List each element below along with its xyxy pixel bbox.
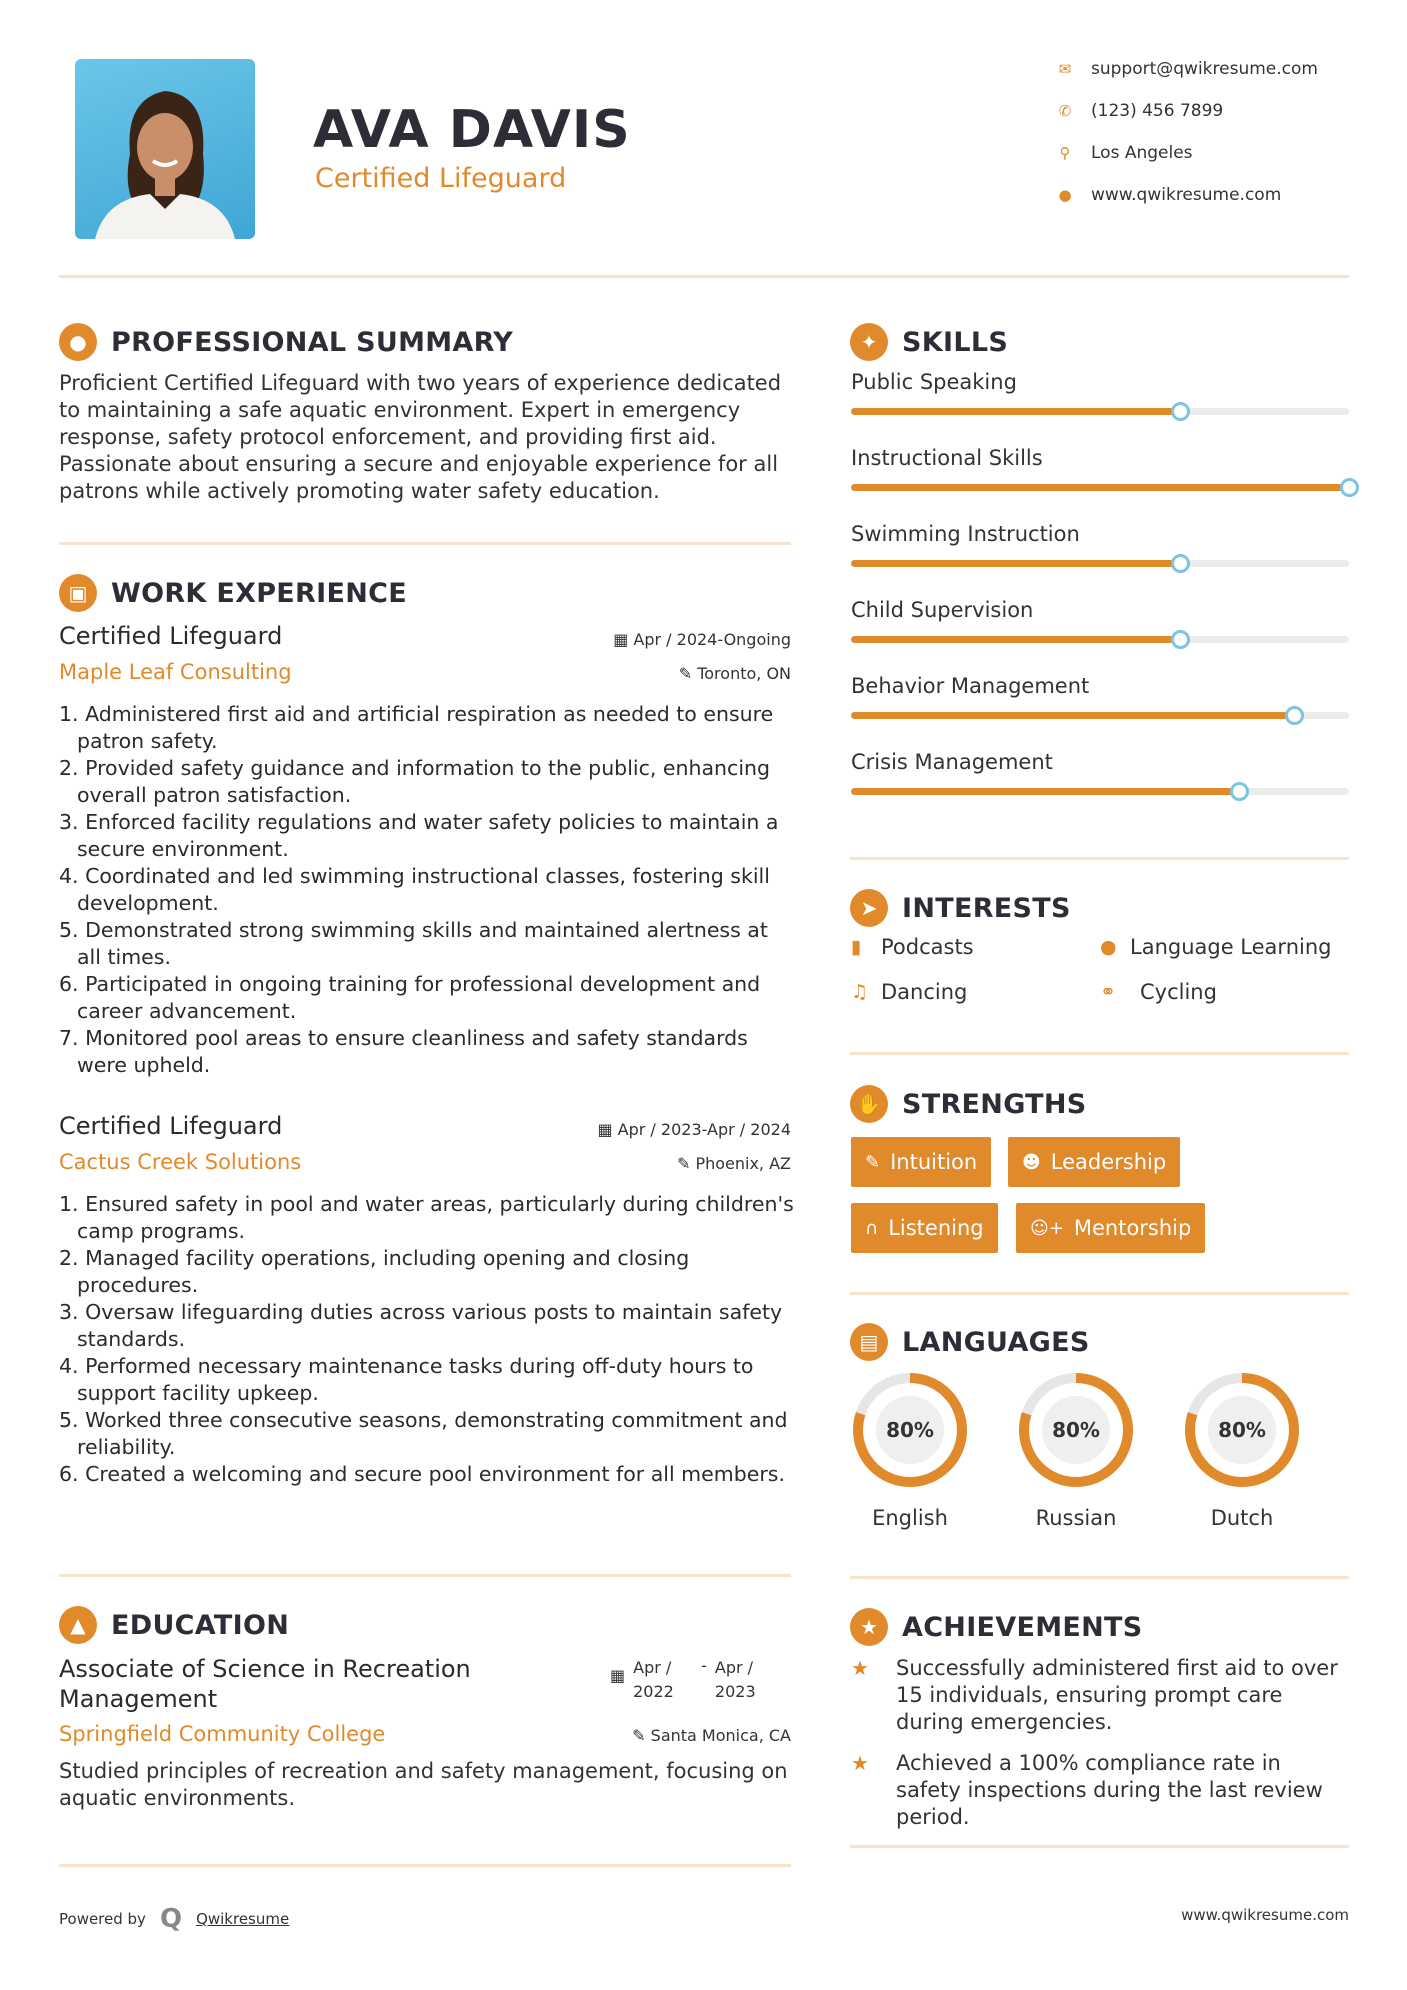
skill-bar-fill xyxy=(851,560,1180,567)
headphones-icon: ∩ xyxy=(865,1217,879,1239)
contact-email-text: support@qwikresume.com xyxy=(1091,59,1318,79)
strength-label: Mentorship xyxy=(1073,1216,1192,1240)
skill-bar xyxy=(851,636,1349,643)
interests-heading xyxy=(850,888,1071,928)
pin-icon: ✎ xyxy=(632,1726,651,1745)
language-item xyxy=(1182,1370,1302,1530)
job-2-duties xyxy=(59,1191,794,1488)
section-divider xyxy=(59,542,791,545)
achievement-text: Achieved a 100% compliance rate in safety inspections during the last review period. xyxy=(896,1751,1323,1829)
user-icon: ● xyxy=(59,323,97,361)
bicycle-icon: ⚭ xyxy=(1100,981,1116,1003)
skill-bar-knob xyxy=(1171,402,1190,421)
calendar-icon: ▦ xyxy=(610,1666,626,1685)
strengths-heading xyxy=(850,1084,1087,1124)
list-item: 4. Performed necessary maintenance tasks during off-duty hours to support facility upkeep. xyxy=(59,1354,754,1405)
achievement-item xyxy=(851,1750,1351,1831)
skill-label: Public Speaking xyxy=(851,370,1017,394)
education-location xyxy=(560,1726,791,1745)
education-degree: Associate of Science in Recreation Management xyxy=(59,1655,471,1713)
list-item: 6. Participated in ongoing training for professional development and career advancement. xyxy=(59,972,761,1023)
star-icon: ★ xyxy=(850,1608,888,1646)
achievements-heading xyxy=(850,1607,1143,1647)
list-item: 3. Oversaw lifeguarding duties across various posts to maintain safety standards. xyxy=(59,1300,783,1351)
skills-heading xyxy=(850,322,1008,362)
music-note-icon: ♫ xyxy=(851,981,869,1003)
education-date-separator: - xyxy=(701,1656,707,1675)
experience-title: WORK EXPERIENCE xyxy=(111,577,407,609)
interest-language-learning xyxy=(1100,935,1331,959)
language-item xyxy=(850,1370,970,1530)
skills-list xyxy=(851,370,1349,826)
profile-photo xyxy=(75,59,255,239)
skill-bar xyxy=(851,560,1349,567)
skill-label: Instructional Skills xyxy=(851,446,1043,470)
list-item: 1. Administered first aid and artificial respiration as needed to ensure patron safety. xyxy=(59,702,774,753)
section-divider xyxy=(59,1864,791,1867)
contact-website-text: www.qwikresume.com xyxy=(1091,185,1282,205)
language-donut xyxy=(850,1370,970,1490)
list-item: 2. Managed facility operations, including opening and closing procedures. xyxy=(59,1246,690,1297)
job-1-location xyxy=(560,664,791,683)
education-location-text: Santa Monica, CA xyxy=(650,1726,791,1745)
section-divider xyxy=(850,1292,1349,1295)
section-divider xyxy=(850,1052,1349,1055)
star-icon: ★ xyxy=(851,1656,869,1680)
interest-label: Podcasts xyxy=(881,935,974,959)
skill-bar-knob xyxy=(1285,706,1304,725)
skill-bar-knob xyxy=(1340,478,1359,497)
skill-bar-knob xyxy=(1171,630,1190,649)
footer-powered xyxy=(59,1904,289,1934)
summary-title: PROFESSIONAL SUMMARY xyxy=(111,326,514,358)
microphone-icon: ▮ xyxy=(851,936,862,958)
contact-phone-text: (123) 456 7899 xyxy=(1091,101,1224,121)
language-donut xyxy=(1182,1370,1302,1490)
skill-item xyxy=(851,446,1349,522)
list-item: 5. Demonstrated strong swimming skills and maintained alertness at all times. xyxy=(59,918,768,969)
achievement-text: Successfully administered first aid to over 15 individuals, ensuring prompt care during emergencies. xyxy=(896,1656,1338,1734)
skill-bar-knob xyxy=(1230,782,1249,801)
section-divider xyxy=(850,857,1349,860)
language-percent: 80% xyxy=(886,1418,934,1442)
skill-bar xyxy=(851,712,1349,719)
contact-website[interactable] xyxy=(1055,183,1281,207)
achievements-title: ACHIEVEMENTS xyxy=(902,1611,1143,1643)
phone-icon: ✆ xyxy=(1058,102,1072,120)
qwikresume-logo-icon: Q xyxy=(159,1904,183,1934)
job-1-location-text: Toronto, ON xyxy=(697,664,791,683)
footer-url[interactable]: www.qwikresume.com xyxy=(1181,1906,1349,1924)
language-label: Dutch xyxy=(1210,1506,1274,1530)
strengths-title: STRENGTHS xyxy=(902,1088,1087,1120)
skills-title: SKILLS xyxy=(902,326,1009,358)
users-icon: ☻ xyxy=(1022,1151,1041,1173)
summary-heading xyxy=(59,322,513,362)
briefcase-icon: ▣ xyxy=(59,574,97,612)
job-2-company: Cactus Creek Solutions xyxy=(59,1150,302,1174)
education-description: Studied principles of recreation and safety management, focusing on aquatic environments. xyxy=(59,1759,788,1810)
list-item: 5. Worked three consecutive seasons, demonstrating commitment and reliability. xyxy=(59,1408,788,1459)
language-donut xyxy=(1016,1370,1136,1490)
strength-listening xyxy=(851,1203,998,1253)
language-label: English xyxy=(872,1506,948,1530)
powered-by-text: Powered by xyxy=(59,1910,146,1928)
summary-text: Proficient Certified Lifeguard with two years of experience dedicated to maintaining a safe aquatic environment. Expert in emergency response, safety protocol enforcement, and providing first aid. Passionate about ensuring a secure and enjoyable experience for all patrons while actively promoting water safety education. xyxy=(59,371,782,503)
contact-location xyxy=(1055,141,1193,165)
list-item: 3. Enforced facility regulations and water safety policies to maintain a secure environment. xyxy=(59,810,779,861)
language-percent: 80% xyxy=(1052,1418,1100,1442)
skill-item xyxy=(851,522,1349,598)
skill-bar-fill xyxy=(851,636,1180,643)
contact-location-text: Los Angeles xyxy=(1091,143,1193,163)
pin-icon: ✎ xyxy=(676,1154,696,1173)
job-1-date xyxy=(560,630,791,649)
skill-bar-fill xyxy=(851,712,1294,719)
id-card-icon: ▤ xyxy=(850,1323,888,1361)
language-percent: 80% xyxy=(1218,1418,1266,1442)
pin-icon: ✎ xyxy=(678,664,698,683)
paper-plane-icon: ➤ xyxy=(850,889,888,927)
languages-list xyxy=(850,1370,1350,1540)
education-title: EDUCATION xyxy=(111,1609,290,1641)
envelope-icon: ✉ xyxy=(1058,60,1072,78)
education-date xyxy=(610,1656,775,1704)
skill-label: Crisis Management xyxy=(851,750,1053,774)
skill-bar-fill xyxy=(851,484,1349,491)
interests-title: INTERESTS xyxy=(902,892,1071,924)
globe-icon: ● xyxy=(1058,186,1072,204)
calendar-icon: ▦ xyxy=(597,1120,618,1139)
languages-title: LANGUAGES xyxy=(902,1326,1090,1358)
education-school: Springfield Community College xyxy=(59,1722,386,1746)
hand-icon: ✋ xyxy=(850,1085,888,1123)
list-item: 4. Coordinated and led swimming instructional classes, fostering skill development. xyxy=(59,864,770,915)
skill-label: Swimming Instruction xyxy=(851,522,1080,546)
job-1-date-text: Apr / 2024-Ongoing xyxy=(633,630,791,649)
skill-item xyxy=(851,674,1349,750)
skill-item xyxy=(851,598,1349,674)
contact-phone[interactable] xyxy=(1055,99,1223,123)
list-item: 7. Monitored pool areas to ensure cleanliness and safety standards were upheld. xyxy=(59,1026,748,1077)
languages-heading xyxy=(850,1322,1090,1362)
skill-bar-fill xyxy=(851,408,1180,415)
strength-label: Leadership xyxy=(1050,1150,1167,1174)
language-label: Russian xyxy=(1035,1506,1117,1530)
education-date-end: Apr / 2023 xyxy=(714,1658,756,1701)
achievement-item xyxy=(851,1655,1351,1736)
brand-link[interactable]: Qwikresume xyxy=(196,1910,290,1928)
user-plus-icon: ☺+ xyxy=(1030,1217,1064,1239)
interest-podcasts xyxy=(851,935,974,959)
job-2-date-text: Apr / 2023-Apr / 2024 xyxy=(617,1120,791,1139)
language-item xyxy=(1016,1370,1136,1530)
job-1-company: Maple Leaf Consulting xyxy=(59,660,292,684)
list-item: 1. Ensured safety in pool and water areas, particularly during children's camp programs. xyxy=(59,1192,794,1243)
interest-cycling xyxy=(1100,980,1217,1004)
list-item: 6. Created a welcoming and secure pool environment for all members. xyxy=(59,1462,785,1486)
job-1-title: Certified Lifeguard xyxy=(59,622,283,650)
skill-label: Child Supervision xyxy=(851,598,1034,622)
skill-bar xyxy=(851,788,1349,795)
strength-label: Listening xyxy=(888,1216,984,1240)
strength-mentorship xyxy=(1016,1203,1205,1253)
header-divider xyxy=(59,275,1349,278)
interest-label: Language Learning xyxy=(1130,935,1332,959)
experience-heading xyxy=(59,573,407,613)
education-heading xyxy=(59,1605,289,1645)
interest-label: Dancing xyxy=(881,980,968,1004)
magic-wand-icon: ✎ xyxy=(865,1151,881,1173)
section-divider xyxy=(59,1574,791,1577)
skill-item xyxy=(851,750,1349,826)
lightbulb-icon: ✦ xyxy=(850,323,888,361)
strength-intuition xyxy=(851,1137,991,1187)
job-2-location xyxy=(560,1154,791,1173)
interest-label: Cycling xyxy=(1140,980,1217,1004)
job-2-date xyxy=(560,1120,791,1139)
job-2-title: Certified Lifeguard xyxy=(59,1112,283,1140)
interest-dancing xyxy=(851,980,967,1004)
candidate-name: AVA DAVIS xyxy=(313,100,631,160)
skill-bar-fill xyxy=(851,788,1239,795)
job-1-duties xyxy=(59,701,794,1079)
list-item: 2. Provided safety guidance and information to the public, enhancing overall patron satisfaction. xyxy=(59,756,771,807)
calendar-icon: ▦ xyxy=(613,630,634,649)
skill-bar xyxy=(851,484,1349,491)
skill-bar xyxy=(851,408,1349,415)
map-pin-icon: ⚲ xyxy=(1059,144,1071,162)
skill-label: Behavior Management xyxy=(851,674,1090,698)
skill-bar-knob xyxy=(1171,554,1190,573)
section-divider xyxy=(850,1576,1349,1579)
candidate-title: Certified Lifeguard xyxy=(315,163,567,194)
section-divider xyxy=(850,1845,1349,1848)
graduation-icon: ▲ xyxy=(59,1606,97,1644)
skill-item xyxy=(851,370,1349,446)
contact-email[interactable] xyxy=(1055,57,1318,81)
globe-icon: ● xyxy=(1100,936,1117,958)
education-date-start: Apr / 2022 xyxy=(633,1658,674,1701)
star-icon: ★ xyxy=(851,1751,869,1775)
strength-leadership xyxy=(1008,1137,1180,1187)
strength-label: Intuition xyxy=(890,1150,978,1174)
job-2-location-text: Phoenix, AZ xyxy=(695,1154,791,1173)
